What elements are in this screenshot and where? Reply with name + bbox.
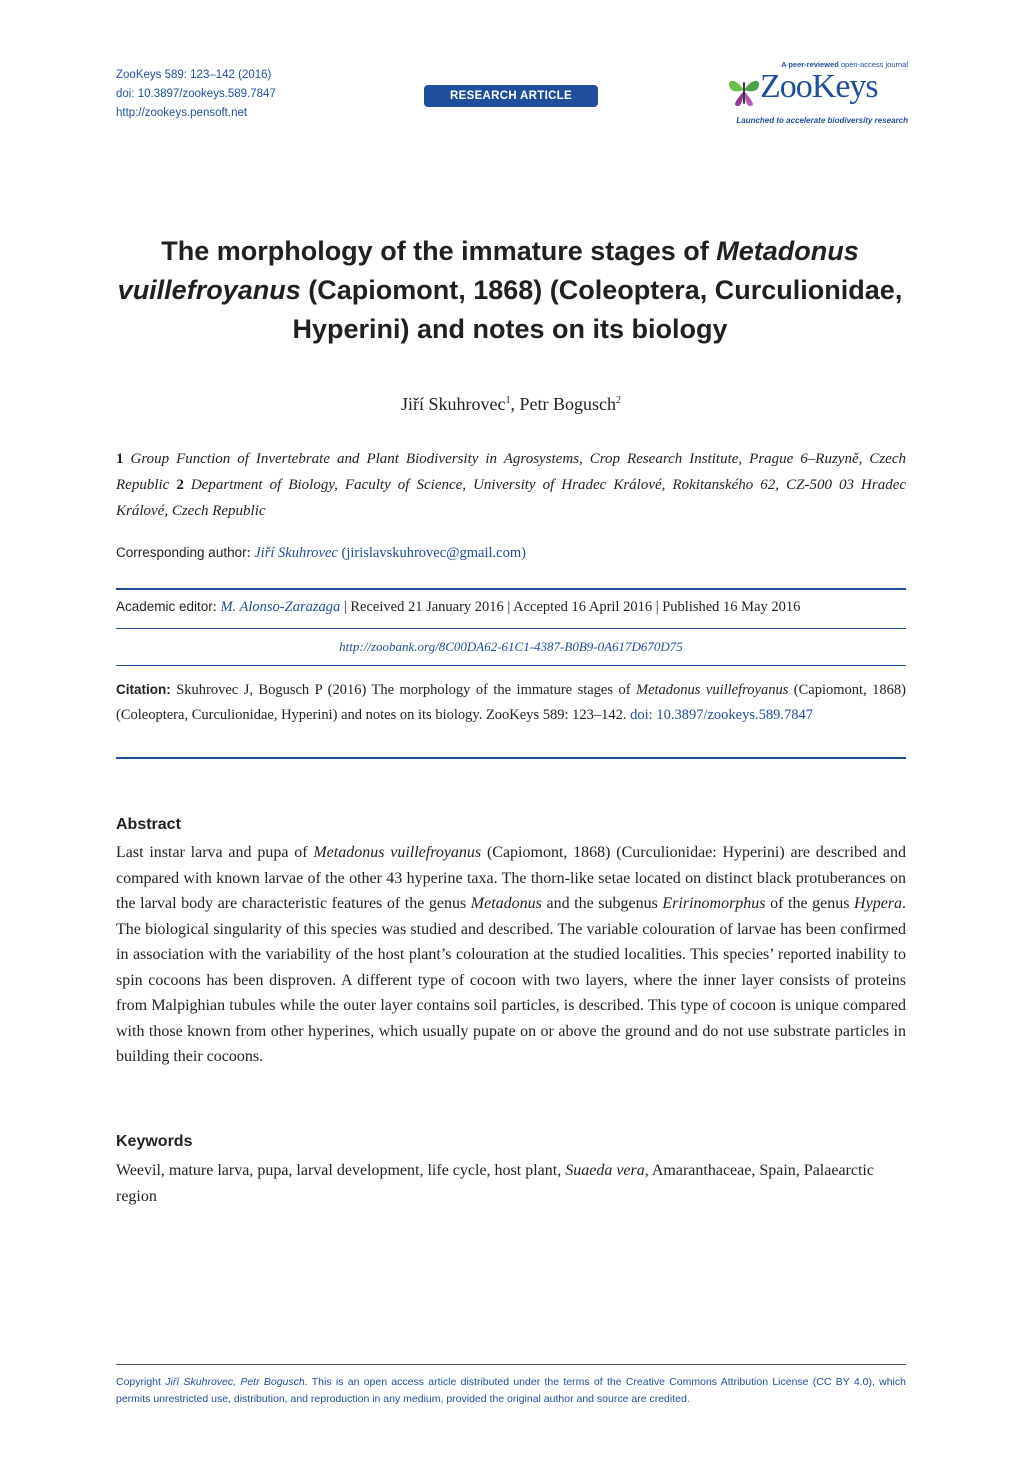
author-list xyxy=(116,394,906,415)
citation-label: Citation: xyxy=(116,682,171,697)
copyright-license: . This is an open access article distributed under the terms of the Creative Commons Attribution License (CC BY 4.0), which permits unrestricted use, distribution, and reproduction in any medium, provided the original author and source are credited. xyxy=(116,1376,906,1405)
editorial-info xyxy=(116,599,906,616)
logo-wordmark: ZooKeys xyxy=(760,68,878,105)
keywords-part-1: Weevil, mature larva, pupa, larval development, life cycle, host plant, xyxy=(116,1162,566,1179)
abstract-heading: Abstract xyxy=(116,816,181,833)
logo-tagline-rest: open-access journal xyxy=(840,60,908,69)
abstract-part-4: of the genus xyxy=(765,895,855,912)
academic-editor-name: M. Alonso-Zarazaga xyxy=(220,599,341,615)
butterfly-icon xyxy=(726,70,762,110)
copyright-holders: Jiří Skuhrovec, Petr Bogusch xyxy=(165,1376,305,1388)
journal-url-link[interactable]: http://zookeys.pensoft.net xyxy=(116,107,248,119)
title-part-2: (Capiomont, 1868) (Coleoptera, Curculionidae, Hyperini) and notes on its biology xyxy=(292,275,903,344)
keywords-part-2: , Amaranthaceae, Spain, Palaearctic region xyxy=(116,1162,874,1205)
author-2: Petr Bogusch xyxy=(519,394,616,414)
divider xyxy=(116,628,906,629)
logo-tagline-bold: A peer-reviewed xyxy=(781,60,839,69)
keywords-text xyxy=(116,1158,906,1209)
divider xyxy=(116,665,906,666)
copyright-prefix: Copyright xyxy=(116,1376,166,1388)
journal-header-info xyxy=(116,66,276,123)
citation-block xyxy=(116,677,906,728)
affiliation-1: Group Function of Invertebrate and Plant Biodiversity in Agrosystems, Crop Research Institute, Prague 6–Ruzyně, Czech Republic xyxy=(116,451,906,493)
abstract-part-3: and the subgenus xyxy=(541,895,663,912)
abstract-genus: Metadonus xyxy=(470,895,542,912)
corresponding-author xyxy=(116,545,906,562)
abstract-part-5: . The biological singularity of this species was studied and described. The variable colouration of larvae has been confirmed in association with the variability of the host plant’s colouration at the studied localities. This species’ reported inability to spin cocoons has been disproven. A different type of cocoon with two layers, where the inner layer consists of proteins from Malpighian tubules while the outer layer contains soil particles, is described. This type of cocoon is unique compared with those known from other hyperines, which usually pupate on or above the ground and do not use substrate particles in building their cocoons. xyxy=(116,895,907,1065)
corresponding-author-email[interactable]: (jirislavskuhrovec@gmail.com) xyxy=(341,545,526,561)
corresponding-author-label: Corresponding author xyxy=(116,545,247,560)
abstract-text xyxy=(116,840,906,1070)
doi-link[interactable]: doi: 10.3897/zookeys.589.7847 xyxy=(116,88,276,100)
author-1: Jiří Skuhrovec xyxy=(401,394,506,414)
copyright-notice xyxy=(116,1374,906,1408)
citation-text-2: (Capiomont, 1868) (Coleoptera, Curculionidae, Hyperini) and notes on its biology. ZooKeys 589: 123–142. xyxy=(116,682,906,723)
keywords-heading: Keywords xyxy=(116,1133,193,1150)
logo-subtitle: Launched to accelerate biodiversity research xyxy=(736,116,908,125)
abstract-part-2: (Capiomont, 1868) (Curculionidae: Hyperini) are described and compared with known larvae of the other 43 hyperine taxa. The thorn-like setae located on distinct black protuberances on the larval body are characteristic features of the genus xyxy=(116,844,907,912)
author-1-affil: 1 xyxy=(505,395,511,406)
abstract-species-1: Metadonus vuillefroyanus xyxy=(313,844,482,861)
corresponding-author-name: Jiří Skuhrovec xyxy=(254,545,338,561)
journal-reference: ZooKeys 589: 123–142 (2016) xyxy=(116,69,272,81)
divider xyxy=(116,1364,906,1365)
title-part-1: The morphology of the immature stages of xyxy=(161,236,717,266)
citation-species: Metadonus vuillefroyanus xyxy=(636,682,789,698)
zookeys-logo xyxy=(726,60,908,130)
affiliations xyxy=(116,446,906,524)
affiliation-1-number: 1 xyxy=(116,451,124,467)
affiliation-2-number: 2 xyxy=(176,477,184,493)
editor-colon: : xyxy=(212,599,221,615)
abstract-genus-2: Hypera xyxy=(854,895,903,912)
article-title xyxy=(110,232,910,349)
citation-text-1: Skuhrovec J, Bogusch P (2016) The morphology of the immature stages of xyxy=(170,682,637,698)
author-2-affil: 2 xyxy=(615,395,621,406)
affiliation-2: Department of Biology, Faculty of Science, University of Hradec Králové, Rokitanského 62, CZ-500 03 Hradec Králové, Czech Republic xyxy=(116,477,907,519)
divider xyxy=(116,588,906,590)
academic-editor-label: Academic editor xyxy=(116,599,213,614)
publication-dates: | Received 21 January 2016 | Accepted 16 April 2016 | Published 16 May 2016 xyxy=(340,599,801,615)
abstract-part-1: Last instar larva and pupa of xyxy=(116,844,314,861)
corresponding-colon: : xyxy=(246,545,255,561)
article-type-badge: RESEARCH ARTICLE xyxy=(424,85,598,107)
divider xyxy=(116,757,906,759)
title-species: Metadonus vuillefroyanus xyxy=(117,236,859,305)
author-separator: , xyxy=(510,394,520,414)
citation-doi-link[interactable]: doi: 10.3897/zookeys.589.7847 xyxy=(630,707,813,723)
abstract-subgenus: Eririnomorphus xyxy=(662,895,766,912)
keywords-species: Suaeda vera xyxy=(565,1162,645,1179)
zoobank-link[interactable]: http://zoobank.org/8C00DA62-61C1-4387-B0B9-0A617D670D75 xyxy=(339,639,683,654)
